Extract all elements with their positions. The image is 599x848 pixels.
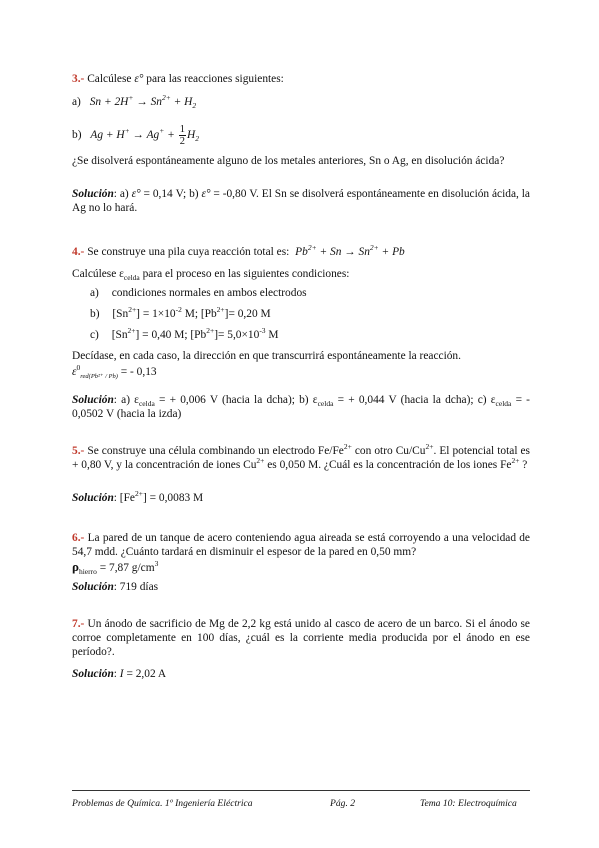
problem-4-condition-a: a) condiciones normales en ambos electrodos [90, 287, 307, 299]
problem-4-calc: Calcúlese $\varepsilon_{celda}$ para el proceso en las siguientes condiciones: [72, 268, 350, 283]
footer-topic: Tema 10: Electroquímica [420, 798, 517, 809]
problem-3-statement: 3.- Calcúlese ε° para las reacciones siguientes: [72, 73, 284, 85]
problem-3-question: ¿Se disolverá espontáneamente alguno de los metales anteriores, Sn o Ag, en disolución ácida? [72, 155, 505, 167]
problem-5-solution: Solución: $[Fe^{2+}] = 0,0083$ M [72, 489, 204, 504]
problem-6-number: 6.- [72, 532, 85, 544]
problem-6-statement: 6.- La pared de un tanque de acero conteniendo agua aireada se está corroyendo a una velocidad de 54,7 mdd. ¿Cuánto tardará en disminuir el espesor de la pared en 0,50 mm? [72, 532, 530, 559]
problem-4-condition-b: b) $[Sn^{2+}] = 1\times 10^{-2}$ M; $[Pb^{2+}]= 0,20$ M [90, 305, 271, 320]
problem-6-density: $\rho_{hierro} = 7,87$ $g/cm^3$ [72, 559, 159, 577]
problem-3-number: 3.- [72, 73, 85, 85]
problem-4-number: 4.- [72, 246, 85, 258]
problem-4-condition-c: c) $[Sn^{2+}] = 0,40$ M; $[Pb^{2+}]= 5,0\times 10^{-3}$ M [90, 326, 279, 341]
problem-5-number: 5.- [72, 445, 85, 457]
problem-4-solution: Solución: a) $\varepsilon_{celda}$ = + 0,006 V (hacia la dcha); b) $\varepsilon_{celda}$ = + 0,044 V (hacia la dcha); c) $\varepsilon_{celda}$ = - 0,0502 V (hacia la izda) [72, 394, 530, 421]
problem-7-statement: 7.- Un ánodo de sacrificio de Mg de 2,2 kg está unido al casco de acero de un barco. Si el ánodo se corroe completamente en 100 días, ¿cuál es la corriente media producida por el ánodo en ese período?. [72, 618, 530, 659]
problem-4-decide: Decídase, en cada caso, la dirección en que transcurrirá espontáneamente la reacción. [72, 350, 461, 362]
problem-3-solution: Solución: a) ε° = 0,14 V; b) ε° = -0,80 V. El Sn se disolverá espontáneamente en disolución ácida, la Ag no lo hará. [72, 188, 530, 215]
footer-divider [72, 790, 530, 791]
footer-course: Problemas de Química. 1º Ingeniería Eléctrica [72, 798, 253, 809]
footer-page-number: Pág. 2 [330, 798, 356, 809]
problem-7-solution: Solución: I = 2,02 A [72, 668, 167, 680]
one-half-fraction: $\frac{1}{2}$ [179, 124, 185, 147]
problem-5-statement: 5.- Se construye una célula combinando un electrodo $Fe/Fe^{2+}$ con otro $Cu/Cu^{2+}$. El potencial total es + 0,80 V, y la concentración de iones $Cu^{2+}$ es 0,050 M. ¿Cuál es la concentración de los iones $Fe^{2+}$ ? [72, 442, 530, 472]
problem-7-number: 7.- [72, 618, 85, 630]
problem-3-reaction-a: a) $Sn + 2H^+ \to Sn^{2+} + H_2$ [72, 93, 197, 111]
problem-6-solution: Solución: 719 días [72, 581, 159, 593]
problem-3-reaction-b: b) Ag + H+ → Ag+ + $\frac{1}{2}$ $H_2$ [72, 124, 199, 147]
problem-4-standard-potential: $\varepsilon^0_{red(Pb^{2+} / Pb)}$ = - 0,13 [72, 363, 157, 381]
problem-4-statement: 4.- Se construye una pila cuya reacción total es: $Pb^{2+} + Sn \to Sn^{2+} + Pb$ [72, 243, 405, 258]
